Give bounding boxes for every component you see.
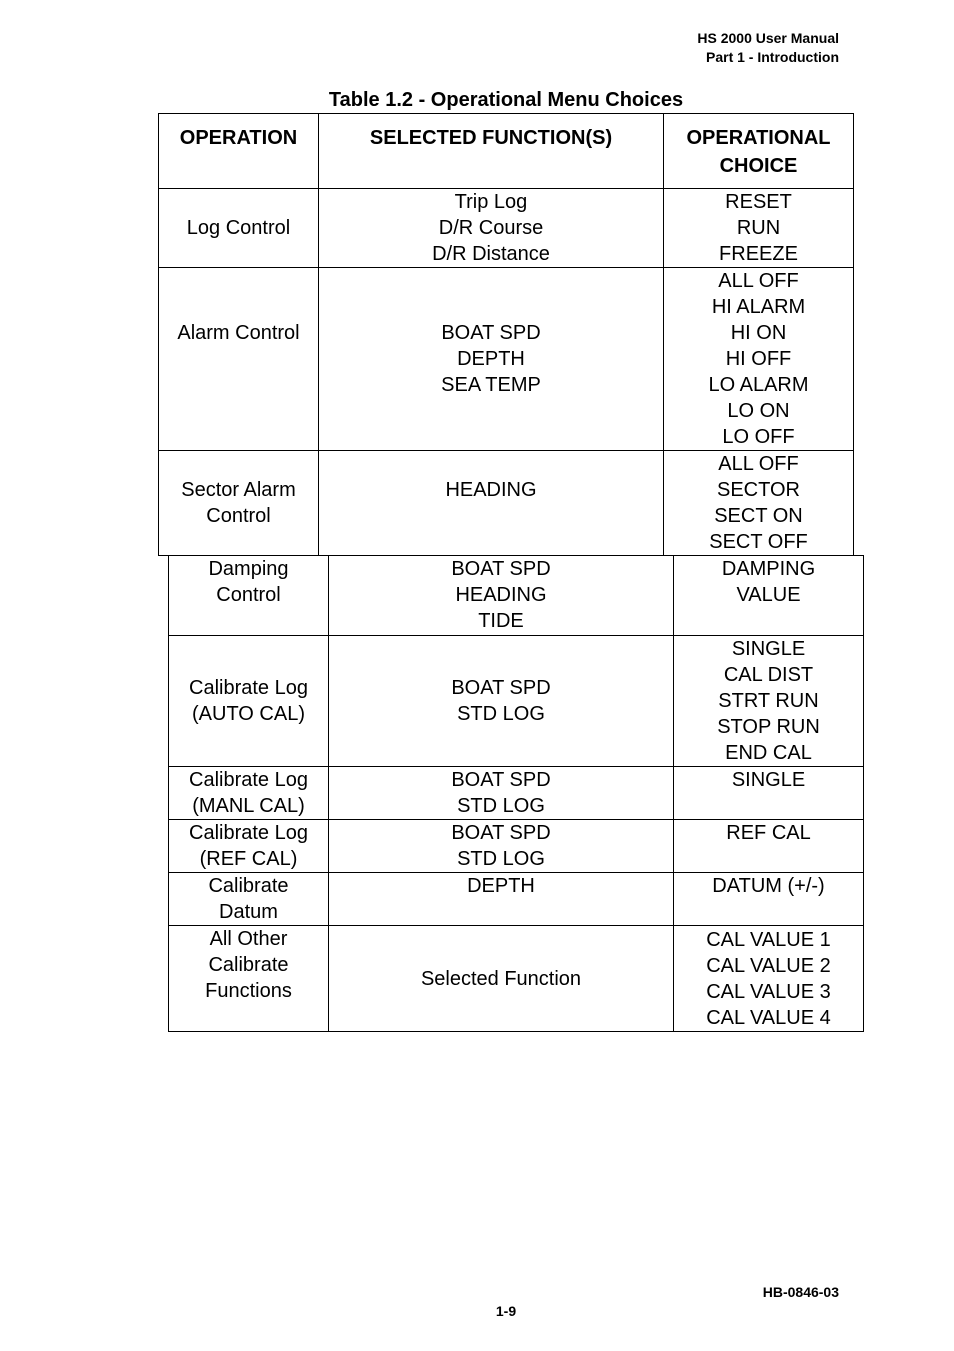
cell-line: HI ALARM — [711, 296, 806, 318]
page-number: 1-9 — [495, 1303, 517, 1319]
operation-cell — [159, 268, 319, 451]
cell-line: Datum — [219, 901, 278, 923]
cell-line: SECT ON — [714, 505, 803, 527]
cell-line: BOAT SPD — [451, 677, 551, 699]
cell-line: Log Control — [186, 217, 291, 239]
column-header-choice: OPERATIONAL CHOICE — [664, 114, 854, 189]
manual-title: HS 2000 User Manual — [697, 30, 839, 46]
cell-line: REF CAL — [726, 822, 811, 844]
table-row — [159, 451, 854, 556]
cell-line: STD LOG — [457, 848, 545, 870]
functions-cell — [319, 268, 664, 451]
cell-line: HEADING — [445, 479, 537, 501]
functions-cell — [329, 820, 674, 873]
cell-line: BOAT SPD — [451, 822, 551, 844]
cell-line: DEPTH — [457, 348, 525, 370]
cell-line: Calibrate Log — [189, 822, 308, 844]
page-header — [439, 29, 839, 67]
cell-line: SINGLE — [731, 638, 806, 660]
table-row — [169, 820, 864, 873]
cell-line: STRT RUN — [718, 690, 819, 712]
choices-cell — [674, 820, 864, 873]
cell-line: HI OFF — [725, 348, 792, 370]
cell-line: DAMPING — [721, 558, 816, 580]
cell-line: CAL VALUE 1 — [706, 928, 831, 951]
cell-line: VALUE — [736, 584, 801, 606]
functions-cell — [329, 926, 674, 1032]
cell-line: Control — [206, 505, 271, 527]
cell-line: BOAT SPD — [441, 322, 541, 344]
cell-line: SINGLE — [731, 769, 806, 791]
cell-line: All Other — [209, 928, 288, 950]
operation-cell — [169, 873, 329, 926]
menu-table-lower — [168, 555, 864, 1032]
cell-line: RUN — [736, 217, 781, 239]
table-row — [169, 767, 864, 820]
cell-line: Calibrate Log — [189, 769, 308, 791]
functions-cell — [329, 636, 674, 767]
table-row — [169, 556, 864, 636]
operation-cell — [159, 451, 319, 556]
operation-cell — [169, 820, 329, 873]
choices-cell — [664, 268, 854, 451]
cell-line: SECTOR — [717, 479, 800, 501]
functions-cell — [319, 451, 664, 556]
operation-cell — [169, 636, 329, 767]
operation-cell — [169, 767, 329, 820]
cell-line: SECT OFF — [709, 531, 808, 553]
cell-line: ALL OFF — [718, 270, 799, 292]
operation-cell — [169, 926, 329, 1032]
column-header-operation: OPERATION — [159, 114, 319, 189]
cell-line: Trip Log — [454, 191, 528, 213]
cell-line: CAL VALUE 2 — [706, 954, 831, 977]
cell-line: HEADING — [455, 584, 547, 606]
cell-line: BOAT SPD — [451, 558, 551, 580]
cell-line: Alarm Control — [177, 322, 300, 344]
cell-line: CAL DIST — [723, 664, 814, 686]
functions-cell — [329, 767, 674, 820]
table-row — [159, 189, 854, 268]
cell-line: HI ON — [730, 322, 787, 344]
cell-line: STD LOG — [457, 795, 545, 817]
cell-line: CAL VALUE 3 — [706, 980, 831, 1003]
cell-line: ALL OFF — [718, 453, 799, 475]
table-row — [169, 873, 864, 926]
choices-cell — [664, 451, 854, 556]
cell-line: BOAT SPD — [451, 769, 551, 791]
choices-cell — [674, 767, 864, 820]
cell-line: (AUTO CAL) — [192, 703, 305, 725]
cell-line: Control — [216, 584, 281, 606]
cell-line: Calibrate — [208, 875, 289, 897]
cell-line: D/R Distance — [432, 243, 550, 265]
operation-cell — [159, 189, 319, 268]
cell-line: Sector Alarm — [181, 479, 296, 501]
cell-line: RESET — [725, 191, 792, 213]
part-title: Part 1 - Introduction — [706, 49, 839, 65]
functions-cell — [319, 189, 664, 268]
cell-line: Functions — [205, 980, 292, 1002]
cell-line: Damping — [208, 558, 289, 580]
cell-line: Calibrate Log — [189, 677, 308, 699]
cell-line: DATUM (+/-) — [712, 875, 825, 897]
cell-line: STOP RUN — [717, 716, 820, 738]
cell-line: (MANL CAL) — [192, 795, 305, 817]
table-caption: Table 1.2 - Operational Menu Choices — [328, 89, 684, 111]
functions-cell — [329, 556, 674, 636]
functions-cell — [329, 873, 674, 926]
cell-line: SEA TEMP — [441, 374, 541, 396]
cell-line: LO ON — [727, 400, 790, 422]
cell-line: D/R Course — [438, 217, 544, 239]
choices-cell — [664, 189, 854, 268]
cell-line: LO ALARM — [708, 374, 809, 396]
operation-cell — [169, 556, 329, 636]
cell-line: CAL VALUE 4 — [706, 1006, 831, 1029]
cell-line: END CAL — [725, 742, 812, 764]
cell-line: STD LOG — [457, 703, 545, 725]
cell-line: (REF CAL) — [199, 848, 298, 870]
cell-line: Calibrate — [208, 954, 289, 976]
choices-cell — [674, 926, 864, 1032]
cell-line: FREEZE — [719, 243, 798, 265]
cell-line: DEPTH — [467, 875, 535, 897]
cell-line: Selected Function — [420, 967, 582, 990]
document-code: HB-0846-03 — [762, 1284, 839, 1300]
table-row — [159, 268, 854, 451]
choices-cell — [674, 556, 864, 636]
choices-cell — [674, 636, 864, 767]
choices-cell — [674, 873, 864, 926]
cell-line: LO OFF — [722, 426, 795, 448]
header-row — [159, 114, 854, 189]
column-header-functions: SELECTED FUNCTION(S) — [319, 114, 664, 189]
menu-table-upper — [158, 113, 854, 556]
table-row — [169, 926, 864, 1032]
table-row — [169, 636, 864, 767]
cell-line: TIDE — [478, 610, 524, 632]
